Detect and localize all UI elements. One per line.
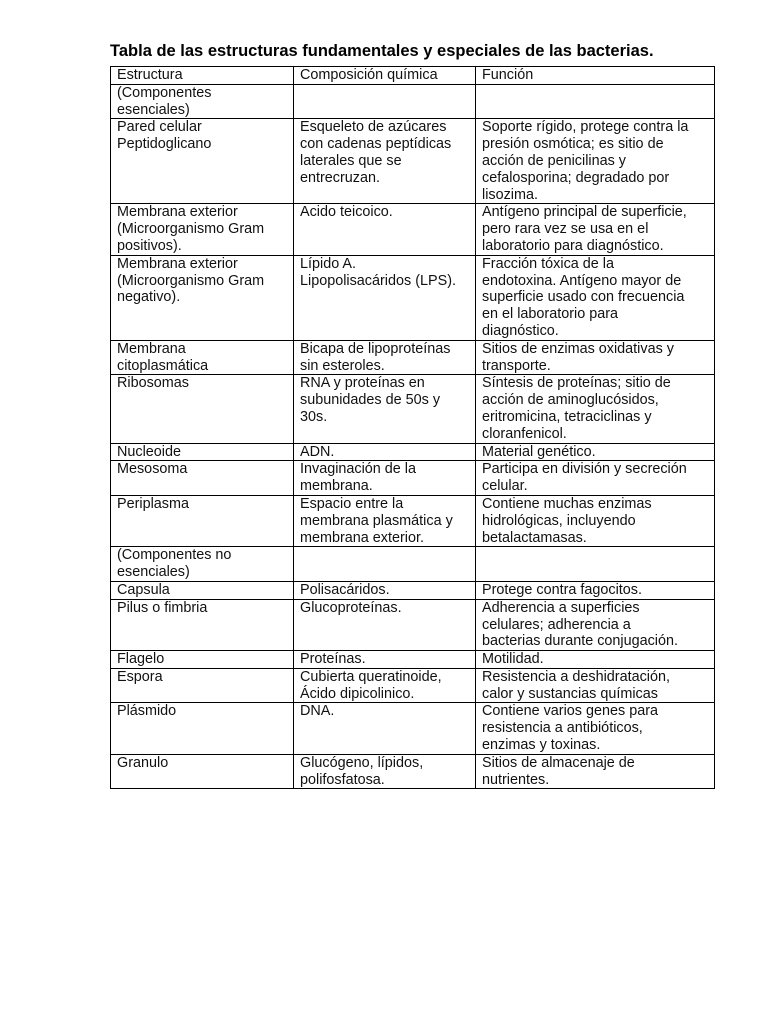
- table-row: [111, 547, 715, 582]
- composition-cell: Glucoproteínas.: [294, 599, 476, 650]
- function-cell: Soporte rígido, protege contra la presión osmótica; es sitio de acción de penicilinas y cefalosporina; degradado por lisozima.: [476, 119, 715, 204]
- composition-cell: RNA y proteínas en subunidades de 50s y 30s.: [294, 375, 476, 443]
- structure-cell: Capsula: [111, 581, 294, 599]
- header-cell-estructura: Estructura: [111, 67, 294, 85]
- function-cell: Adherencia a superficies celulares; adherencia a bacterias durante conjugación.: [476, 599, 715, 650]
- composition-cell: [294, 84, 476, 119]
- table-row: [111, 375, 715, 443]
- table-row: [111, 754, 715, 789]
- function-cell: Protege contra fagocitos.: [476, 581, 715, 599]
- function-cell: Material genético.: [476, 443, 715, 461]
- table-row: [111, 255, 715, 340]
- composition-cell: Acido teicoico.: [294, 204, 476, 255]
- structure-cell: Periplasma: [111, 495, 294, 546]
- function-cell: Sitios de almacenaje de nutrientes.: [476, 754, 715, 789]
- bacteria-structures-table: [110, 66, 715, 789]
- function-cell: [476, 84, 715, 119]
- structure-cell: Pilus o fimbria: [111, 599, 294, 650]
- table-body: [111, 67, 715, 789]
- structure-cell: Espora: [111, 668, 294, 703]
- composition-cell: Lípido A. Lipopolisacáridos (LPS).: [294, 255, 476, 340]
- header-cell-funcion: Función: [476, 67, 715, 85]
- structure-cell: Flagelo: [111, 651, 294, 669]
- composition-cell: Proteínas.: [294, 651, 476, 669]
- header-cell-composicion: Composición química: [294, 67, 476, 85]
- table-row: [111, 340, 715, 375]
- table-row: [111, 495, 715, 546]
- composition-cell: Cubierta queratinoide, Ácido dipicolinico.: [294, 668, 476, 703]
- document-page: [110, 42, 714, 789]
- function-cell: Sitios de enzimas oxidativas y transporte.: [476, 340, 715, 375]
- structure-cell: Membrana exterior (Microorganismo Gram negativo).: [111, 255, 294, 340]
- function-cell: [476, 547, 715, 582]
- composition-cell: ADN.: [294, 443, 476, 461]
- structure-cell: Mesosoma: [111, 461, 294, 496]
- composition-cell: Bicapa de lipoproteínas sin esteroles.: [294, 340, 476, 375]
- structure-cell: (Componentes esenciales): [111, 84, 294, 119]
- table-row: [111, 84, 715, 119]
- function-cell: Contiene varios genes para resistencia a antibióticos, enzimas y toxinas.: [476, 703, 715, 754]
- function-cell: Resistencia a deshidratación, calor y sustancias químicas: [476, 668, 715, 703]
- composition-cell: Invaginación de la membrana.: [294, 461, 476, 496]
- structure-cell: Granulo: [111, 754, 294, 789]
- function-cell: Síntesis de proteínas; sitio de acción de aminoglucósidos, eritromicina, tetraciclinas y cloranfenicol.: [476, 375, 715, 443]
- composition-cell: Polisacáridos.: [294, 581, 476, 599]
- table-row: [111, 703, 715, 754]
- composition-cell: Esqueleto de azúcares con cadenas peptídicas laterales que se entrecruzan.: [294, 119, 476, 204]
- function-cell: Motilidad.: [476, 651, 715, 669]
- composition-cell: [294, 547, 476, 582]
- table-row: [111, 581, 715, 599]
- structure-cell: Nucleoide: [111, 443, 294, 461]
- structure-cell: (Componentes no esenciales): [111, 547, 294, 582]
- table-header-row: [111, 67, 715, 85]
- table-row: [111, 461, 715, 496]
- function-cell: Antígeno principal de superficie, pero rara vez se usa en el laboratorio para diagnóstico.: [476, 204, 715, 255]
- table-row: [111, 651, 715, 669]
- structure-cell: Membrana exterior (Microorganismo Gram positivos).: [111, 204, 294, 255]
- composition-cell: DNA.: [294, 703, 476, 754]
- table-row: [111, 204, 715, 255]
- composition-cell: Espacio entre la membrana plasmática y membrana exterior.: [294, 495, 476, 546]
- structure-cell: Plásmido: [111, 703, 294, 754]
- table-row: [111, 119, 715, 204]
- function-cell: Contiene muchas enzimas hidrológicas, incluyendo betalactamasas.: [476, 495, 715, 546]
- composition-cell: Glucógeno, lípidos, polifosfatosa.: [294, 754, 476, 789]
- document-title: Tabla de las estructuras fundamentales y especiales de las bacterias.: [110, 42, 654, 60]
- table-row: [111, 668, 715, 703]
- function-cell: Participa en división y secreción celular.: [476, 461, 715, 496]
- table-row: [111, 443, 715, 461]
- structure-cell: Pared celular Peptidoglicano: [111, 119, 294, 204]
- function-cell: Fracción tóxica de la endotoxina. Antígeno mayor de superficie usado con frecuencia en el laboratorio para diagnóstico.: [476, 255, 715, 340]
- structure-cell: Ribosomas: [111, 375, 294, 443]
- structure-cell: Membrana citoplasmática: [111, 340, 294, 375]
- table-row: [111, 599, 715, 650]
